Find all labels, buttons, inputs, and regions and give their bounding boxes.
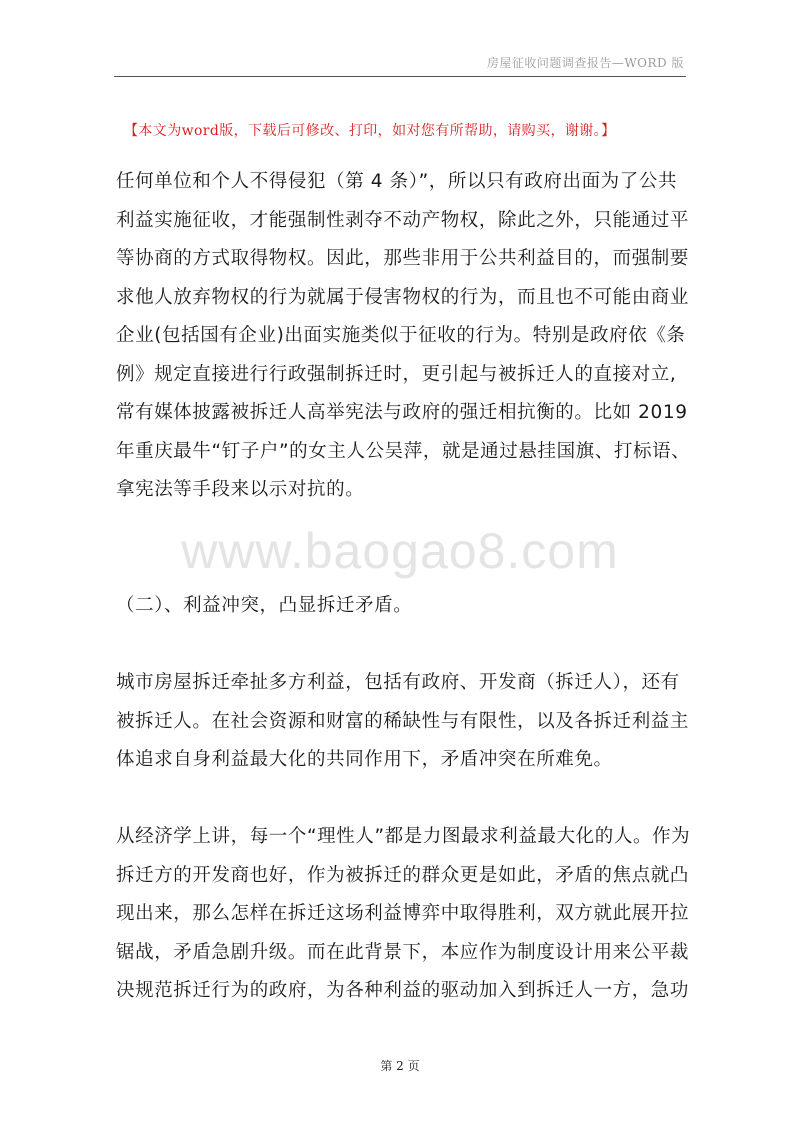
paragraph-line: 拿宪法等手段来以示对抗的。 xyxy=(116,479,365,500)
paragraph-line: 例》规定直接进行行政强制拆迁时，更引起与被拆迁人的直接对立, xyxy=(116,363,677,385)
paragraph-line: 锯战，矛盾急剧升级。而在此背景下，本应作为制度设计用来公平裁 xyxy=(116,941,690,963)
paragraph-line: 决规范拆迁行为的政府，为各种利益的驱动加入到拆迁人一方，急功 xyxy=(116,980,690,1001)
page-number: 第 2 页 xyxy=(380,1059,420,1073)
section-heading-text: （二）、利益冲突，凸显拆迁矛盾。 xyxy=(116,595,413,616)
paragraph-3 xyxy=(116,664,690,780)
watermark: www.baogao8.com xyxy=(181,523,619,579)
paragraph-line: 企业(包括国有企业)出面实施类似于征收的行为。特别是政府依《条 xyxy=(116,325,686,346)
paragraph-4 xyxy=(116,818,691,1011)
paragraph-line: 现出来，那么怎样在拆迁这场利益博弈中取得胜利，双方就此展开拉 xyxy=(116,903,690,924)
paragraph-line: 利益实施征收，才能强制性剥夺不动产物权，除此之外，只能通过平 xyxy=(116,209,690,231)
paragraph-line: 拆迁方的开发商也好，作为被拆迁的群众更是如此，矛盾的焦点就凸 xyxy=(116,864,690,886)
header-divider xyxy=(114,76,686,77)
paragraph-1 xyxy=(116,163,691,510)
paragraph-line: 被拆迁人。在社会资源和财富的稀缺性与有限性，以及各拆迁利益主 xyxy=(116,710,690,732)
paragraph-line: 城市房屋拆迁牵扯多方利益，包括有政府、开发商（拆迁人），还有 xyxy=(116,672,680,693)
paragraph-line: 等协商的方式取得物权。因此，那些非用于公共利益目的，而强制要 xyxy=(116,248,690,269)
download-notice: 【本文为word版，下载后可修改、打印，如对您有所帮助，请购买，谢谢。】 xyxy=(124,123,616,139)
paragraph-line: 从经济学上讲，每一个“理性人”都是力图最求利益最大化的人。作为 xyxy=(116,826,691,847)
paragraph-line: 求他人放弃物权的行为就属于侵害物权的行为，而且也不可能由商业 xyxy=(116,286,690,308)
running-header-title: 房屋征收问题调查报告—WORD 版 xyxy=(486,56,684,70)
paragraph-line: 年重庆最牛“钉子户”的女主人公吴萍，就是通过悬挂国旗、打标语、 xyxy=(116,440,691,462)
paragraph-line: 任何单位和个人不得侵犯（第 4 条）”，所以只有政府出面为了公共 xyxy=(116,171,678,192)
paragraph-line: 体追求自身利益最大化的共同作用下，矛盾冲突在所难免。 xyxy=(116,749,613,770)
section-heading xyxy=(116,587,686,626)
paragraph-line: 常有媒体披露被拆迁人高举宪法与政府的强迁相抗衡的。比如 2019 xyxy=(116,402,688,423)
